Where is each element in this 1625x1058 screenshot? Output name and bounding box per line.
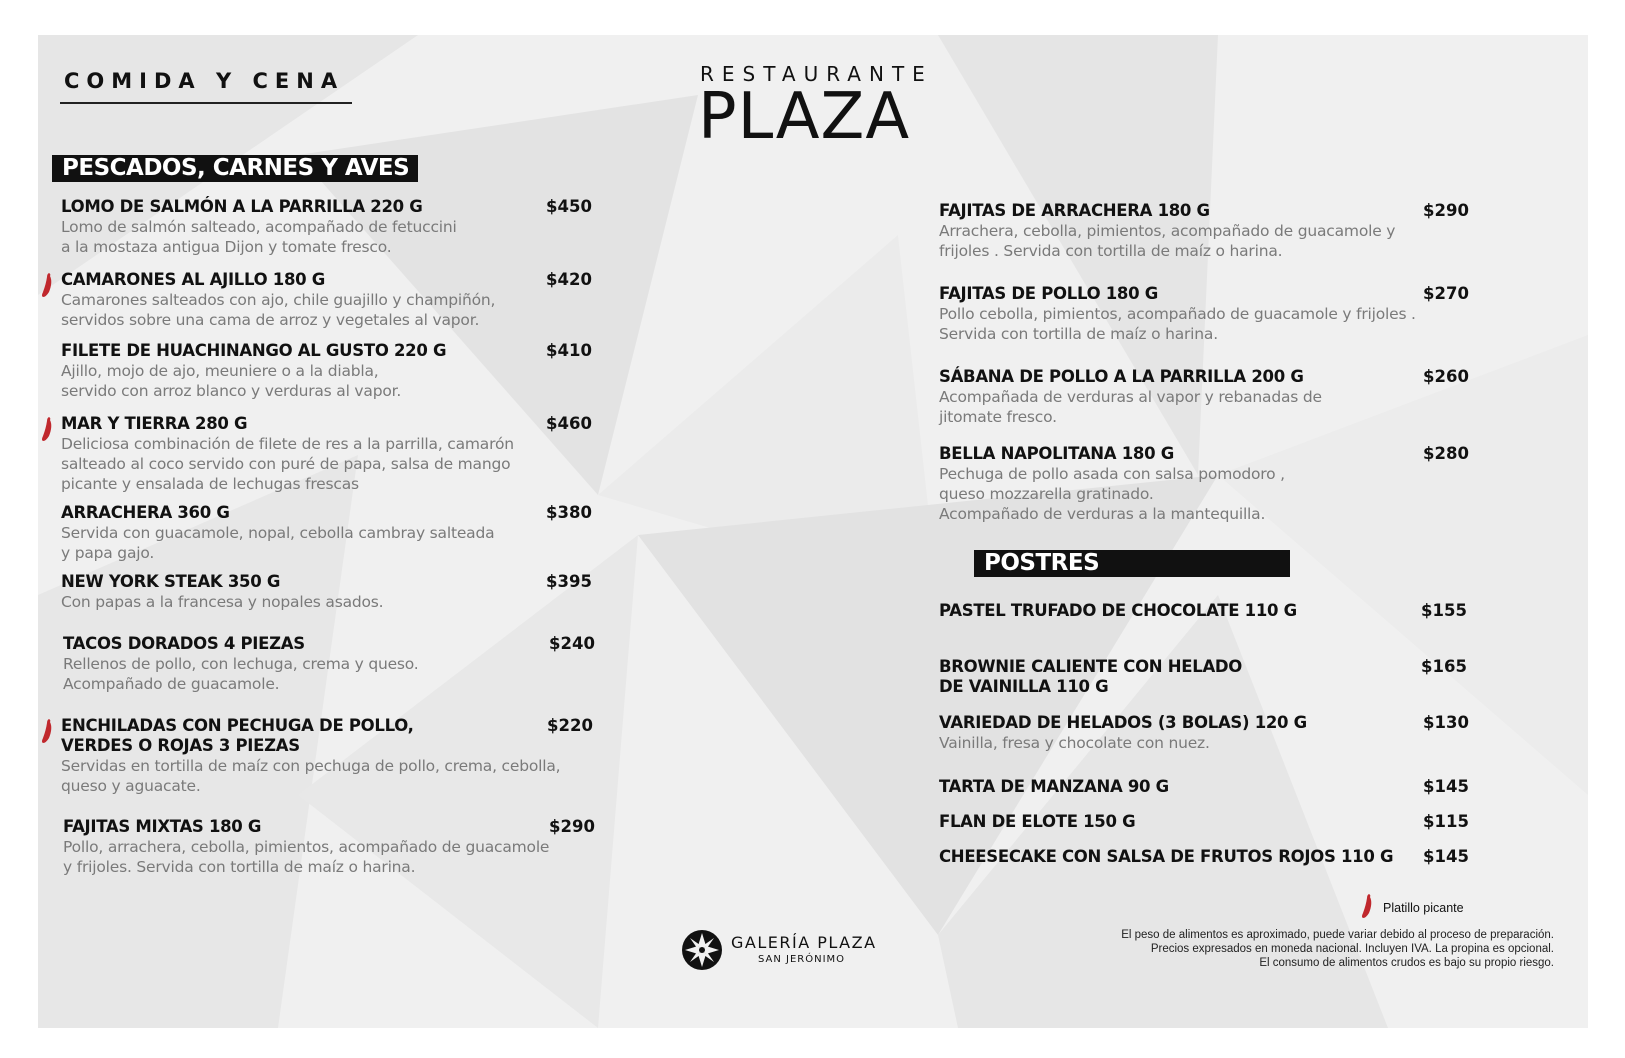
item-description: Servidas en tortilla de maíz con pechuga de pollo, crema, cebolla, queso y aguacate. — [61, 757, 561, 795]
menu-item — [939, 201, 1395, 261]
item-description: Acompañada de verduras al vapor y rebanadas de jitomate fresco. — [939, 388, 1322, 426]
menu-sheet — [38, 35, 1588, 1028]
menu-item — [939, 777, 1169, 797]
item-description: Arrachera, cebolla, pimientos, acompañado de guacamole y frijoles . Servida con tortilla de maíz o harina. — [939, 222, 1396, 260]
item-name: TACOS DORADOS 4 PIEZAS — [63, 634, 305, 653]
item-name: NEW YORK STEAK 350 G — [61, 572, 281, 591]
item-name: CAMARONES AL AJILLO 180 G — [61, 270, 326, 289]
item-name: FILETE DE HUACHINANGO AL GUSTO 220 G — [61, 341, 447, 360]
item-description: Deliciosa combinación de filete de res a la parrilla, camarón salteado al coco servido con puré de papa, salsa de mango picante y ensalada de lechugas frescas — [61, 435, 514, 493]
item-description: Pollo, arrachera, cebolla, pimientos, acompañado de guacamole y frijoles. Servida con tortilla de maíz o harina. — [63, 838, 550, 876]
item-name: SÁBANA DE POLLO A LA PARRILLA 200 G — [939, 367, 1304, 386]
item-price: $115 — [1423, 812, 1469, 831]
menu-item — [63, 634, 419, 694]
spicy-chili-icon — [40, 718, 54, 744]
item-description: Lomo de salmón salteado, acompañado de fetuccini a la mostaza antigua Dijon y tomate fresco. — [61, 218, 457, 256]
menu-item — [61, 414, 514, 494]
menu-item — [939, 812, 1135, 832]
item-name: BELLA NAPOLITANA 180 G — [939, 444, 1174, 463]
menu-item — [939, 444, 1285, 524]
item-price: $145 — [1423, 777, 1469, 796]
item-name: PASTEL TRUFADO DE CHOCOLATE 110 G — [939, 601, 1297, 620]
legend-label: Platillo picante — [1383, 901, 1464, 915]
spicy-chili-icon — [40, 416, 54, 442]
item-price: $220 — [547, 716, 593, 735]
spicy-chili-icon — [40, 272, 54, 298]
galeria-plaza-logo-icon — [680, 928, 724, 972]
menu-item — [939, 601, 1297, 621]
item-name: LOMO DE SALMÓN A LA PARRILLA 220 G — [61, 197, 423, 216]
item-price: $290 — [1423, 201, 1469, 220]
item-price: $130 — [1423, 713, 1469, 732]
item-price: $165 — [1421, 657, 1467, 676]
menu-item — [61, 503, 494, 563]
footnote-weight: El peso de alimentos es aproximado, puede variar debido al proceso de preparación. — [1121, 929, 1554, 941]
menu-item — [61, 716, 560, 796]
item-price: $260 — [1423, 367, 1469, 386]
item-name: FAJITAS DE ARRACHERA 180 G — [939, 201, 1210, 220]
menu-item — [61, 197, 457, 257]
menu-item — [939, 847, 1393, 867]
item-price: $240 — [549, 634, 595, 653]
item-price: $410 — [546, 341, 592, 360]
heading-underline — [60, 102, 352, 104]
menu-item — [61, 270, 495, 330]
item-price: $280 — [1423, 444, 1469, 463]
item-price: $380 — [546, 503, 592, 522]
item-price: $145 — [1423, 847, 1469, 866]
item-name: MAR Y TIERRA 280 G — [61, 414, 248, 433]
item-price: $460 — [546, 414, 592, 433]
item-description: Servida con guacamole, nopal, cebolla cambray salteada y papa gajo. — [61, 524, 495, 562]
galeria-plaza-logo-subtext: SAN JERÓNIMO — [758, 954, 846, 965]
item-name: BROWNIE CALIENTE CON HELADO DE VAINILLA 110 G — [939, 657, 1243, 696]
section-title-desserts: POSTRES — [974, 550, 1290, 577]
item-name: ARRACHERA 360 G — [61, 503, 230, 522]
item-description: Pollo cebolla, pimientos, acompañado de guacamole y frijoles . Servida con tortilla de maíz o harina. — [939, 305, 1416, 343]
item-name: CHEESECAKE CON SALSA DE FRUTOS ROJOS 110 G — [939, 847, 1394, 866]
menu-heading: COMIDA Y CENA — [64, 69, 345, 93]
item-name: TARTA DE MANZANA 90 G — [939, 777, 1169, 796]
item-name: FAJITAS MIXTAS 180 G — [63, 817, 262, 836]
item-name: ENCHILADAS CON PECHUGA DE POLLO, VERDES O ROJAS 3 PIEZAS — [61, 716, 414, 755]
item-name: VARIEDAD DE HELADOS (3 BOLAS) 120 G — [939, 713, 1307, 732]
item-price: $155 — [1421, 601, 1467, 620]
item-description: Ajillo, mojo de ajo, meuniere o a la diabla, servido con arroz blanco y verduras al vapor. — [61, 362, 402, 400]
item-price: $270 — [1423, 284, 1469, 303]
menu-item — [61, 341, 446, 401]
brand-subtitle: RESTAURANTE — [700, 62, 933, 86]
brand-title: PLAZA — [698, 80, 911, 154]
item-description: Rellenos de pollo, con lechuga, crema y queso. Acompañado de guacamole. — [63, 655, 419, 693]
menu-item — [63, 817, 549, 877]
item-price: $420 — [546, 270, 592, 289]
item-description: Vainilla, fresa y chocolate con nuez. — [939, 734, 1210, 752]
section-title-main: PESCADOS, CARNES Y AVES — [52, 155, 418, 182]
item-name: FAJITAS DE POLLO 180 G — [939, 284, 1158, 303]
menu-item — [939, 284, 1416, 344]
menu-item — [939, 713, 1307, 753]
footnote-prices: Precios expresados en moneda nacional. Incluyen IVA. La propina es opcional. — [1150, 943, 1554, 955]
item-description: Con papas a la francesa y nopales asados. — [61, 593, 384, 611]
item-description: Pechuga de pollo asada con salsa pomodoro , queso mozzarella gratinado. Acompañado de verduras a la mantequilla. — [939, 465, 1285, 523]
chili-pepper-icon — [1360, 893, 1374, 919]
item-description: Camarones salteados con ajo, chile guajillo y champiñón, servidos sobre una cama de arroz y vegetales al vapor. — [61, 291, 496, 329]
item-price: $450 — [546, 197, 592, 216]
menu-item — [939, 367, 1322, 427]
galeria-plaza-logo-text: GALERÍA PLAZA — [731, 933, 877, 952]
menu-item — [61, 572, 383, 612]
item-name: FLAN DE ELOTE 150 G — [939, 812, 1136, 831]
item-price: $290 — [549, 817, 595, 836]
menu-item — [939, 657, 1242, 697]
footnote-raw-food: El consumo de alimentos crudos es bajo su propio riesgo. — [1259, 957, 1554, 969]
item-price: $395 — [546, 572, 592, 591]
